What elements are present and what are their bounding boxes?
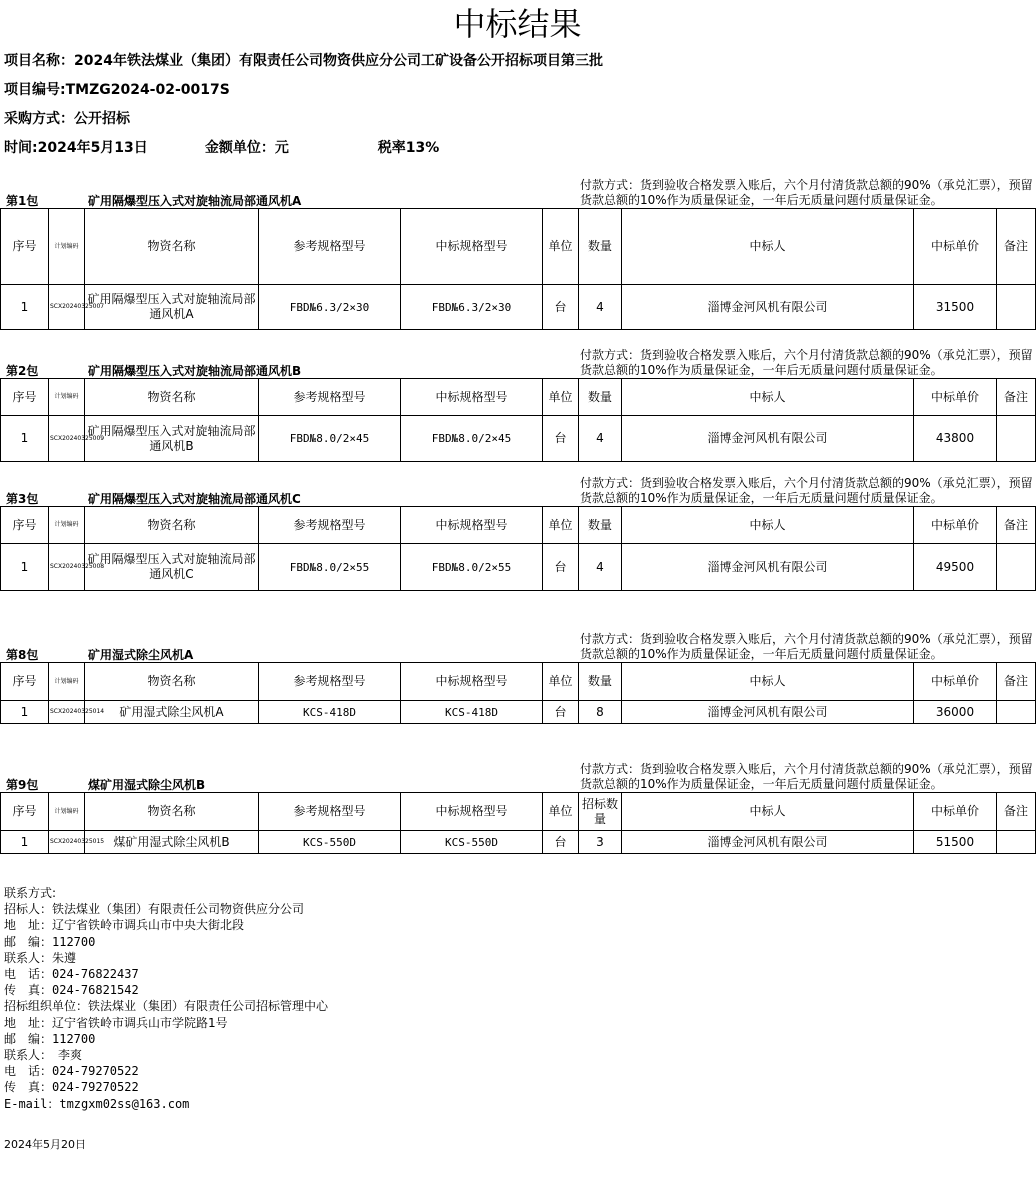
col-plan-no: 计划编码: [49, 379, 85, 416]
cell-unit: 台: [543, 544, 579, 591]
cell-name: 矿用湿式除尘风机A: [85, 701, 259, 724]
package-header: [0, 178, 1035, 208]
col-plan-no: 计划编码: [49, 209, 85, 285]
col-remark: 备注: [997, 209, 1036, 285]
cell-plan-no: SCX20240325014: [49, 701, 85, 724]
package-9: [0, 762, 1035, 854]
contact-section: [4, 885, 328, 1112]
cell-bid-model: FBD№8.0/2×45: [401, 416, 543, 462]
cell-price: 43800: [914, 416, 997, 462]
col-price: 中标单价: [914, 793, 997, 831]
col-qty: 数量: [579, 663, 622, 701]
cell-price: 36000: [914, 701, 997, 724]
cell-winner: 淄博金河风机有限公司: [622, 701, 914, 724]
cell-qty: 4: [579, 544, 622, 591]
package-8: [0, 632, 1035, 724]
col-unit: 单位: [543, 209, 579, 285]
payment-terms: 付款方式：货到验收合格发票入账后，六个月付清货款总额的90%（承兑汇票），预留货款总额的10%作为质量保证金，一年后无质量问题付质量保证金。: [580, 178, 1033, 207]
cell-seq: 1: [1, 544, 49, 591]
package-name: 矿用隔爆型压入式对旋轴流局部通风机B: [88, 364, 302, 378]
cell-name: 煤矿用湿式除尘风机B: [85, 831, 259, 854]
tenderer-zip: 邮 编：112700: [4, 934, 96, 949]
cell-unit: 台: [543, 416, 579, 462]
col-ref-model: 参考规格型号: [259, 793, 401, 831]
col-price: 中标单价: [914, 507, 997, 544]
package-header: [0, 762, 1035, 792]
col-name: 物资名称: [85, 663, 259, 701]
cell-ref-model: FBD№8.0/2×45: [259, 416, 401, 462]
cell-winner: 淄博金河风机有限公司: [622, 285, 914, 330]
bid-table: [0, 662, 1036, 724]
cell-remark: [997, 701, 1036, 724]
col-ref-model: 参考规格型号: [259, 663, 401, 701]
col-unit: 单位: [543, 507, 579, 544]
package-header: [0, 348, 1035, 378]
col-remark: 备注: [997, 793, 1036, 831]
bid-table: [0, 378, 1036, 462]
col-bid-model: 中标规格型号: [401, 663, 543, 701]
tenderer-address: 地 址：辽宁省铁岭市调兵山市中央大街北段: [4, 918, 245, 933]
table-row: [1, 544, 1036, 591]
procurement-method: 采购方式：公开招标: [4, 111, 130, 127]
col-ref-model: 参考规格型号: [259, 209, 401, 285]
cell-unit: 台: [543, 831, 579, 854]
package-number: 第9包: [6, 778, 39, 792]
col-price: 中标单价: [914, 379, 997, 416]
cell-name: 矿用隔爆型压入式对旋轴流局部通风机C: [85, 544, 259, 591]
cell-qty: 8: [579, 701, 622, 724]
cell-qty: 3: [579, 831, 622, 854]
cell-price: 31500: [914, 285, 997, 330]
col-unit: 单位: [543, 793, 579, 831]
cell-ref-model: KCS-550D: [259, 831, 401, 854]
publish-date: 2024年5月20日: [4, 1138, 86, 1151]
package-1: [0, 178, 1035, 330]
package-header: [0, 632, 1035, 662]
package-header: [0, 476, 1035, 506]
cell-bid-model: FBD№8.0/2×55: [401, 544, 543, 591]
cell-remark: [997, 544, 1036, 591]
col-name: 物资名称: [85, 209, 259, 285]
cell-remark: [997, 831, 1036, 854]
col-remark: 备注: [997, 663, 1036, 701]
col-price: 中标单价: [914, 209, 997, 285]
cell-name: 矿用隔爆型压入式对旋轴流局部通风机A: [85, 285, 259, 330]
package-name: 矿用隔爆型压入式对旋轴流局部通风机A: [88, 194, 302, 208]
col-bid-model: 中标规格型号: [401, 379, 543, 416]
col-seq: 序号: [1, 663, 49, 701]
currency-unit: 金额单位：元: [204, 140, 289, 156]
page-title: 中标结果: [453, 5, 582, 43]
cell-winner: 淄博金河风机有限公司: [622, 831, 914, 854]
table-header-row: [1, 379, 1036, 416]
cell-qty: 4: [579, 285, 622, 330]
payment-terms: 付款方式：货到验收合格发票入账后，六个月付清货款总额的90%（承兑汇票），预留货款总额的10%作为质量保证金，一年后无质量问题付质量保证金。: [580, 632, 1033, 661]
cell-plan-no: SCX20240325008: [49, 544, 85, 591]
tenderer-contact-person: 联系人：朱遵: [4, 950, 77, 965]
col-winner: 中标人: [622, 209, 914, 285]
package-number: 第1包: [6, 194, 39, 208]
package-number: 第2包: [6, 364, 39, 378]
col-qty: 数量: [579, 379, 622, 416]
table-header-row: [1, 507, 1036, 544]
cell-price: 49500: [914, 544, 997, 591]
col-bid-model: 中标规格型号: [401, 209, 543, 285]
table-row: [1, 416, 1036, 462]
col-qty: 招标数量: [579, 793, 622, 831]
col-ref-model: 参考规格型号: [259, 379, 401, 416]
package-name: 矿用湿式除尘风机A: [88, 648, 194, 662]
col-seq: 序号: [1, 793, 49, 831]
cell-seq: 1: [1, 701, 49, 724]
col-plan-no: 计划编码: [49, 507, 85, 544]
cell-plan-no: SCX20240325015: [49, 831, 85, 854]
cell-plan-no: SCX20240325009: [49, 416, 85, 462]
payment-terms: 付款方式：货到验收合格发票入账后，六个月付清货款总额的90%（承兑汇票），预留货款总额的10%作为质量保证金，一年后无质量问题付质量保证金。: [580, 762, 1033, 791]
col-remark: 备注: [997, 379, 1036, 416]
cell-bid-model: KCS-550D: [401, 831, 543, 854]
package-name: 矿用隔爆型压入式对旋轴流局部通风机C: [88, 492, 301, 506]
agency-zip: 邮 编：112700: [4, 1031, 96, 1046]
meta-row: [4, 139, 439, 157]
bid-table: [0, 792, 1036, 854]
col-seq: 序号: [1, 379, 49, 416]
table-row: [1, 285, 1036, 330]
cell-price: 51500: [914, 831, 997, 854]
bid-table: [0, 506, 1036, 591]
col-seq: 序号: [1, 507, 49, 544]
cell-remark: [997, 416, 1036, 462]
cell-ref-model: FBD№8.0/2×55: [259, 544, 401, 591]
col-winner: 中标人: [622, 663, 914, 701]
cell-ref-model: KCS-418D: [259, 701, 401, 724]
package-number: 第3包: [6, 492, 39, 506]
cell-seq: 1: [1, 285, 49, 330]
project-name: 项目名称：2024年铁法煤业（集团）有限责任公司物资供应分公司工矿设备公开招标项目第三批: [4, 53, 603, 69]
col-unit: 单位: [543, 379, 579, 416]
announce-time: 时间:2024年5月13日: [4, 140, 148, 156]
table-header-row: [1, 793, 1036, 831]
cell-qty: 4: [579, 416, 622, 462]
col-winner: 中标人: [622, 507, 914, 544]
cell-plan-no: SCX20240325007: [49, 285, 85, 330]
table-row: [1, 831, 1036, 854]
cell-remark: [997, 285, 1036, 330]
cell-seq: 1: [1, 831, 49, 854]
bid-table: [0, 208, 1036, 330]
col-winner: 中标人: [622, 379, 914, 416]
tax-rate: 税率13%: [377, 140, 440, 156]
agency: 招标组织单位：铁法煤业（集团）有限责任公司招标管理中心: [4, 999, 329, 1014]
contact-heading: 联系方式:: [4, 886, 57, 900]
cell-name: 矿用隔爆型压入式对旋轴流局部通风机B: [85, 416, 259, 462]
col-qty: 数量: [579, 507, 622, 544]
col-plan-no: 计划编码: [49, 663, 85, 701]
col-name: 物资名称: [85, 507, 259, 544]
cell-bid-model: KCS-418D: [401, 701, 543, 724]
package-number: 第8包: [6, 648, 39, 662]
col-unit: 单位: [543, 663, 579, 701]
cell-unit: 台: [543, 285, 579, 330]
agency-email: E-mail：tmzgxm02ss@163.com: [4, 1096, 190, 1111]
table-header-row: [1, 209, 1036, 285]
payment-terms: 付款方式：货到验收合格发票入账后，六个月付清货款总额的90%（承兑汇票），预留货款总额的10%作为质量保证金，一年后无质量问题付质量保证金。: [580, 476, 1033, 505]
col-price: 中标单价: [914, 663, 997, 701]
col-bid-model: 中标规格型号: [401, 793, 543, 831]
agency-phone: 电 话：024-79270522: [4, 1064, 139, 1079]
col-plan-no: 计划编码: [49, 793, 85, 831]
package-2: [0, 348, 1035, 462]
tenderer-phone: 电 话：024-76822437: [4, 967, 139, 982]
table-header-row: [1, 663, 1036, 701]
project-number: 项目编号:TMZG2024-02-0017S: [4, 82, 230, 98]
package-3: [0, 476, 1035, 591]
cell-ref-model: FBD№6.3/2×30: [259, 285, 401, 330]
col-seq: 序号: [1, 209, 49, 285]
col-winner: 中标人: [622, 793, 914, 831]
col-qty: 数量: [579, 209, 622, 285]
cell-unit: 台: [543, 701, 579, 724]
table-row: [1, 701, 1036, 724]
col-bid-model: 中标规格型号: [401, 507, 543, 544]
cell-bid-model: FBD№6.3/2×30: [401, 285, 543, 330]
col-remark: 备注: [997, 507, 1036, 544]
payment-terms: 付款方式：货到验收合格发票入账后，六个月付清货款总额的90%（承兑汇票），预留货款总额的10%作为质量保证金，一年后无质量问题付质量保证金。: [580, 348, 1033, 377]
cell-winner: 淄博金河风机有限公司: [622, 544, 914, 591]
col-ref-model: 参考规格型号: [259, 507, 401, 544]
tenderer: 招标人：铁法煤业（集团）有限责任公司物资供应分公司: [4, 902, 305, 917]
agency-contact-person: 联系人： 李爽: [4, 1048, 83, 1063]
cell-seq: 1: [1, 416, 49, 462]
agency-fax: 传 真：024-79270522: [4, 1080, 139, 1095]
cell-winner: 淄博金河风机有限公司: [622, 416, 914, 462]
col-name: 物资名称: [85, 379, 259, 416]
package-name: 煤矿用湿式除尘风机B: [88, 778, 206, 792]
agency-address: 地 址：辽宁省铁岭市调兵山市学院路1号: [4, 1015, 228, 1030]
col-name: 物资名称: [85, 793, 259, 831]
tenderer-fax: 传 真：024-76821542: [4, 983, 139, 998]
